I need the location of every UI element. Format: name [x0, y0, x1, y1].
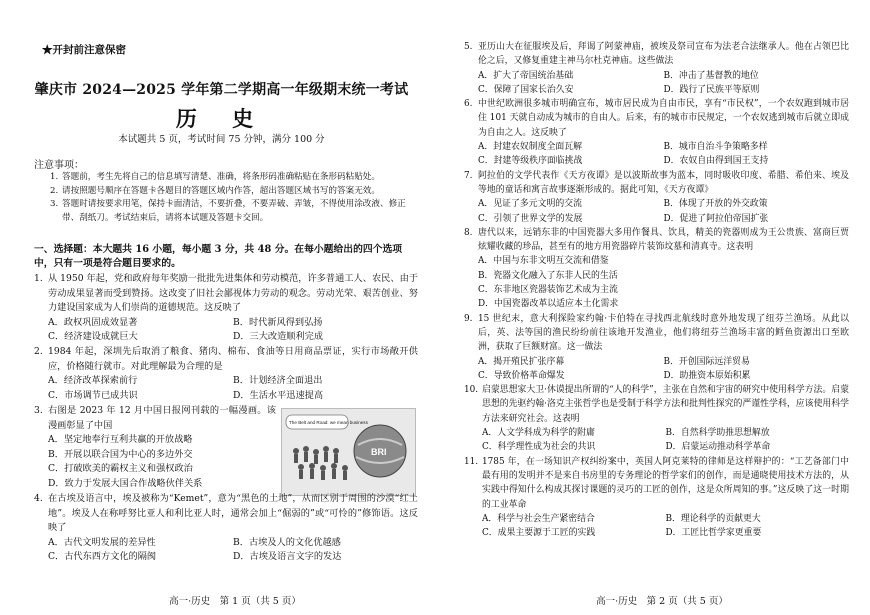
option-c[interactable]: C．封建等级秩序面临挑战 — [478, 156, 583, 167]
option-a[interactable]: A．扩大了帝国统治基础 — [478, 70, 574, 81]
question-group-1 — [34, 272, 418, 403]
option-c[interactable]: C．成果主要源于工匠的实践 — [482, 528, 596, 539]
notices-heading: 注意事项： — [34, 160, 84, 171]
notice-number: 1. — [50, 172, 59, 182]
option-a[interactable]: A．坚定地奉行互利共赢的开放战略 — [48, 434, 193, 446]
option-a[interactable]: A．揭开殖民扩张序幕 — [478, 356, 565, 367]
option-c[interactable]: C．保障了国家长治久安 — [478, 84, 574, 95]
option-b[interactable]: B．自然科学助推思想解放 — [665, 428, 770, 439]
confidential-label: ★开封前注意保密 — [42, 44, 126, 56]
option-b[interactable]: B．冲击了基督教的地位 — [663, 70, 759, 81]
question-number: 11. — [464, 456, 479, 467]
notice-text: 答题前，考生先将自己的信息填写清楚、准确，将条形码准确粘贴在条形码粘贴处。 — [62, 172, 380, 182]
exam-title: 肇庆市 2024—2025 学年第二学期高一年级期末统一考试 — [34, 82, 409, 98]
question-4 — [34, 492, 418, 565]
question-number: 5. — [464, 42, 473, 52]
option-d[interactable]: D．践行了民族平等原则 — [663, 84, 760, 95]
question-5 — [464, 40, 849, 97]
notice-number: 2. — [50, 185, 59, 196]
option-c[interactable]: C．引领了世界文学的发展 — [478, 213, 583, 224]
question-number: 6. — [464, 99, 473, 110]
option-a[interactable]: A．科学与社会生产紧密结合 — [482, 513, 595, 524]
question-stem: 15 世纪末，意大利探险家约翰·卡伯特在寻找西北航线时意外地发现了纽芬兰渔场。从此以后，英、法等国的渔民纷纷前往该地开发渔业，他们将纽芬兰渔场丰富的鳕鱼资源出口至欧洲，获取了巨额财富。这一做法 — [478, 313, 849, 353]
option-a[interactable]: A．人文学科成为科学的附庸 — [482, 428, 595, 439]
question-number: 3. — [34, 405, 43, 416]
option-d[interactable]: D．中国瓷器改革以适应本土化需求 — [478, 299, 619, 310]
question-10 — [464, 383, 849, 454]
option-b[interactable]: B．理论科学的贡献更大 — [665, 513, 761, 524]
option-b[interactable]: B．古埃及人的文化优越感 — [233, 536, 341, 548]
question-number: 8. — [464, 227, 473, 238]
option-d[interactable]: D．促进了阿拉伯帝国扩张 — [663, 213, 769, 224]
option-c[interactable]: C．经济建设成就巨大 — [48, 331, 138, 343]
page-footer-2: 高一·历史 第 2 页（共 5 页） — [596, 596, 728, 607]
option-d[interactable]: D．致力于发展大国合作战略伙伴关系 — [48, 477, 203, 489]
option-a[interactable]: A．见证了多元文明的交流 — [478, 199, 583, 210]
question-stem: 唐代以来，远销东非的中国瓷器大多用作餐具、饮具，精美的瓷器则成为王公贵族、富商巨贾炫耀收藏的珍品，甚至有的地方用瓷器碎片装饰坟墓和清真寺。这表明 — [478, 227, 849, 253]
exam-info: 本试题共 5 页，考试时间 75 分钟，满分 100 分 — [118, 134, 325, 145]
option-d[interactable]: D．助推资本原始积累 — [663, 370, 751, 381]
option-a[interactable]: A．封建农奴制度全面瓦解 — [478, 142, 583, 153]
cartoon-image — [281, 408, 416, 496]
option-d[interactable]: D．农奴自由得到国王支持 — [663, 156, 769, 167]
notices-list — [50, 171, 420, 225]
question-number: 2. — [34, 345, 43, 357]
notice-text: 答题时请按要求用笔，保持卡面清洁，不要折叠，不要弄破、弄皱，不得使用涂改液、修正带、刮纸刀。考试结束后，请将本试题及答题卡交回。 — [62, 199, 406, 223]
option-d[interactable]: D．启蒙运动推动科学革命 — [665, 442, 771, 453]
question-number: 9. — [464, 313, 473, 324]
question-number: 1. — [34, 273, 43, 284]
question-stem: 1984 年起，深圳先后取消了粮食、猪肉、棉布、食油等日用商品票证，实行市场敞开供应，价格随行就市。对此理解最为合理的是 — [48, 345, 418, 372]
question-stem: 1785 年，在一场知识产权纠纷案中，英国人阿克莱特的律师是这样辩护的：“工艺备部门中最有用的发明并不是来自书房里的专务理论的哲学家们的创作，而是通晓使用技术方法的，从实践中得知什么构成其探讨课题的灵巧的工匠的创作，这是众所周知的事。”这反映了这一时期的工业革命 — [482, 456, 849, 510]
option-b[interactable]: B．时代新风得到弘扬 — [233, 316, 323, 328]
option-c[interactable]: C．科学理性成为社会的共识 — [482, 442, 596, 453]
option-c[interactable]: C．古代东西方文化的隔阂 — [48, 551, 157, 563]
cartoon-badge: BRI — [371, 447, 387, 457]
question-7 — [464, 169, 849, 226]
option-c[interactable]: C．导致价格革命爆发 — [478, 370, 565, 381]
subject-title: 历 史 — [175, 106, 268, 131]
right-column-questions — [464, 40, 849, 540]
question-stem: 从 1950 年起，党和政府每年奖励一批批先进集体和劳动模范，许多普通工人、农民、由于劳动成果显著而受到赞扬。这改变了旧社会鄙视体力劳动的观念。劳动光荣、艰苦创业、努力建设国家成为人们崇尚的道德规范。这反映了 — [48, 273, 418, 314]
cartoon-caption: The Belt and Road: we mean business — [289, 420, 368, 425]
question-stem: 中世纪欧洲很多城市明确宣布，城市居民成为自由市民，享有“市民权”，一个农奴跑到城市居住 101 天就自动成为城市的自由人。后来，有的城市市民规定，一个农奴逃到城市后就立即成为自由之人。这反映了 — [478, 99, 849, 138]
option-c[interactable]: C．打破欧美的霸权主义和强权政治 — [48, 463, 193, 475]
option-d[interactable]: D．生活水平迅速提高 — [233, 389, 324, 401]
question-stem: 启蒙思想家大卫·休谟提出所谓的“人的科学”，主张在自然和宇宙的研究中使用科学方法。启蒙思想的先驱约翰·洛克主张哲学也是受制于科学方法和批判性探究的严谨性学科，应该使用科学方法来研究社会。这表明 — [482, 385, 849, 424]
question-stem: 阿拉伯的文学代表作《天方夜谭》是以波斯故事为蓝本，同时吸收印度、希腊、希伯来、埃及等地的童话和寓言故事逐渐形成的。据此可知，《天方夜谭》 — [478, 170, 849, 195]
question-stem: 亚历山大在征服埃及后，拜谒了阿蒙神庙，被埃及祭司宣布为法老合法继承人。他在占领巴比伦之后，又修复重建主神马尔杜克神庙。这些做法 — [478, 42, 849, 67]
section-heading: 一、选择题：本大题共 16 小题，每小题 3 分，共 48 分。在每小题给出的四个选项中，只有一项是符合题目要求的。 — [34, 244, 403, 269]
question-11 — [464, 455, 849, 541]
option-a[interactable]: A．中国与东非文明互交流和借鉴 — [478, 256, 609, 267]
option-d[interactable]: D．工匠比哲学家更重要 — [665, 528, 762, 539]
option-c[interactable]: C．东非地区瓷器装饰艺术成为主流 — [478, 285, 618, 296]
question-9 — [464, 312, 849, 383]
question-stem: 在古埃及语言中，埃及被称为“Kemet”，意为“黑色的土地”，从而区别于周围的沙漠“红土地”。埃及人在称呼努比亚人和利比亚人时，通常会加上“倔弱的”或“可怜的”修饰语。这反映了 — [48, 493, 418, 534]
option-d[interactable]: D．古埃及语言文字的发达 — [233, 551, 342, 563]
option-b[interactable]: B．开创国际远洋贸易 — [663, 356, 750, 367]
question-6 — [464, 97, 849, 168]
option-a[interactable]: A．经济改革探索前行 — [48, 375, 138, 387]
question-3 — [34, 404, 276, 492]
option-d[interactable]: D．三大改造顺利完成 — [233, 331, 324, 343]
option-b[interactable]: B．开展以联合国为中心的多边外交 — [48, 448, 193, 460]
option-b[interactable]: B．体现了开放的外交政策 — [663, 199, 768, 210]
notice-text: 请按照题号顺序在答题卡各题目的答题区域内作答，超出答题区域书写的答案无效。 — [62, 185, 380, 196]
notice-item — [50, 171, 420, 185]
cartoon-illustration — [282, 409, 415, 495]
question-number: 10. — [464, 385, 479, 396]
question-2 — [34, 345, 418, 403]
question-stem: 右图是 2023 年 12 月中国日报网刊载的一幅漫画。该漫画彰显了中国 — [48, 405, 276, 431]
option-a[interactable]: A．古代文明发展的差异性 — [48, 536, 156, 548]
option-b[interactable]: B．瓷器文化融入了东非人民的生活 — [478, 270, 618, 281]
option-b[interactable]: B．城市自治斗争策略多样 — [663, 142, 768, 153]
question-1 — [34, 272, 418, 345]
option-b[interactable]: B．计划经济全面退出 — [233, 375, 323, 387]
question-number: 7. — [464, 170, 473, 181]
option-a[interactable]: A．政权巩固成效显著 — [48, 316, 138, 328]
notice-number: 3. — [50, 199, 59, 209]
question-number: 4. — [34, 493, 43, 504]
notice-item — [50, 185, 420, 199]
question-8 — [464, 226, 849, 312]
option-c[interactable]: C．市场调节已成共识 — [48, 389, 138, 401]
notice-item — [50, 198, 420, 225]
page-footer-1: 高一·历史 第 1 页（共 5 页） — [169, 596, 301, 607]
